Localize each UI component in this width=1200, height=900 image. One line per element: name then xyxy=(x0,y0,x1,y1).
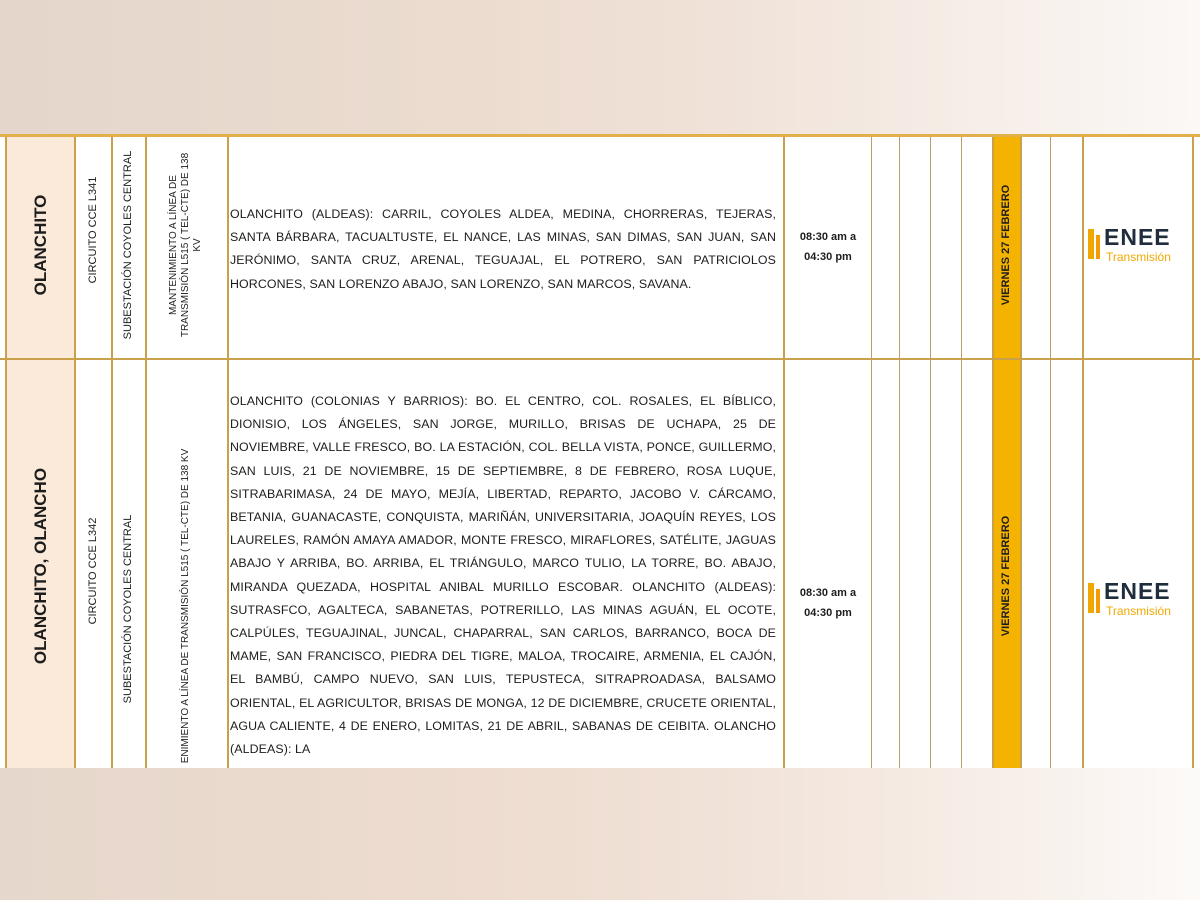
schedule-table xyxy=(0,134,1200,768)
enee-transmision-logo: ENEE Transmisión xyxy=(1088,575,1192,625)
dia-label: VIERNES 27 FEBRERO xyxy=(1000,515,1012,637)
sectores-text: OLANCHITO (ALDEAS): CARRIL, COYOLES ALDEA, MEDINA, CHORRERAS, TEJERAS, SANTA BÁRBARA, TACUALTUSTE, EL NANCE, LAS MINAS, SAN DIMAS, SAN JUAN, SAN JERÓNIMO, SANTA CRUZ, ARENAL, TEGUAJAL, EL POTRERO, SAN PATRICIOLOS HORCONES, SAN LORENZO ABAJO, SAN LORENZO, SAN MARCOS, SAVANA. xyxy=(230,207,776,291)
municipio-label: OLANCHITO, OLANCHO xyxy=(31,467,50,665)
subestacion-label: SUBESTACIÓN COYOLES CENTRAL xyxy=(122,514,134,704)
sectores-text: OLANCHITO (COLONIAS Y BARRIOS): BO. EL CENTRO, COL. ROSALES, EL BÍBLICO, DIONISIO, LOS ÁNGELES, SAN JORGE, MURILLO, BRISAS DE UCHAPA, 25 DE NOVIEMBRE, VALLE FRESCO, BO. LA ESTACIÓN, COL. BELLA VISTA, PONCE, GUILLERMO, SAN LUIS, 21 DE NOVIEMBRE, 15 DE SEPTIEMBRE, 8 DE FEBRERO, ROSA LUQUE, SITRABARIMASA, 24 DE MAYO, MEJÍA, LIBERTAD, REPARTO, JACOBO V. CÁRCAMO, BETANIA, GUANACASTE, CONQUISTA, MARIÑÁN, UNIVERSITARIA, JOAQUÍN REYES, LOS LAURELES, RAMÓN AMAYA AMADOR, MONTE FRESCO, MIRAFLORES, SATÉLITE, JAGUAS ABAJO Y ARRIBA, BO. ARRIBA, EL TRIÁNGULO, MARCO TULIO, LA TORRE, BO. ABAJO, MIRANDA QUEZADA, HOSPITAL ANIBAL MURILLO ESCOBAR. OLANCHITO (ALDEAS): SUTRASFCO, AGALTECA, SABANETAS, POTRERILLO, LAS MINAS AGUÁN, EL OCOTE, CALPÚLES, TEGUAJINAL, JUNCAL, CHAPARRAL, SAN CARLOS, BARRANCO, BOCA DE MAME, SAN FRANCISCO, PIEDRA DEL TIGRE, MALOA, TROCAIRE, ARMENIA, EL CAJÓN, EL BAMBÚ, CAMPO NUEVO, SAN LUIS, TEPUSTECA, SITRAPROADASA, BALSAMO ORIENTAL, EL AGRICULTOR, BRISAS DE MONGA, 12 DE DICIEMBRE, CRUCETE ORIENTAL, AGUA CALIENTE, 4 DE ENERO, LOMITAS, 21 DE ABRIL, SABANAS DE CEIBITA. OLANCHO (ALDEAS): LA xyxy=(230,394,776,757)
descripcion-label: MANTENIMIENTO A LÍNEA DE TRANSMISIÓN L515 ( TEL-CTE) DE 138 KV xyxy=(168,152,203,338)
circuito-label: CIRCUITO CCE L341 xyxy=(87,176,99,284)
table-row xyxy=(0,361,1200,768)
blurred-background-bottom xyxy=(0,768,1200,900)
enee-transmision-logo: ENEE Transmisión xyxy=(1088,221,1192,271)
descripcion-label: ENIMIENTO A LÍNEA DE TRANSMISIÓN L515 ( TEL-CTE) DE 138 KV xyxy=(180,448,191,764)
circuito-label: CIRCUITO CCE L342 xyxy=(87,517,99,625)
municipio-label: OLANCHITO xyxy=(31,194,50,296)
horario-label: 08:30 am a 04:30 pm xyxy=(799,231,857,263)
blurred-background-top xyxy=(0,0,1200,134)
table-row xyxy=(0,137,1200,359)
horario-label: 08:30 am a 04:30 pm xyxy=(799,587,857,619)
dia-label: VIERNES 27 FEBRERO xyxy=(1000,184,1012,306)
subestacion-label: SUBESTACIÓN COYOLES CENTRAL xyxy=(122,150,134,340)
